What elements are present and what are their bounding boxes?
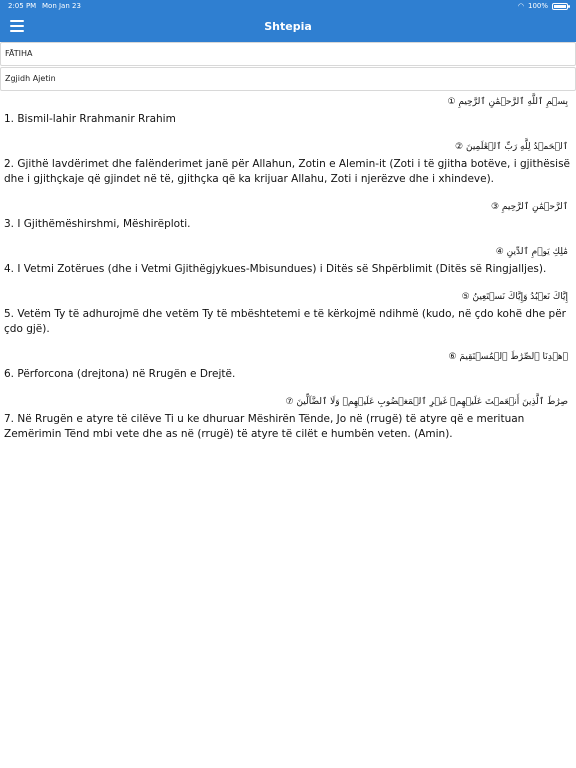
battery-fill <box>554 5 566 8</box>
verse-item <box>4 242 572 277</box>
verse-arabic: ٱلۡحَمۡدُ لِلَّهِ رَبِّ ٱلۡعَٰلَمِينَ ② <box>455 142 568 152</box>
verse-translation: 5. Vetëm Ty të adhurojmë dhe vetëm Ty të mbështetemi e të kërkojmë ndihmë (kudo, në çdo kohë dhe për çdo gjë). <box>4 308 566 335</box>
verse-item <box>4 137 572 187</box>
battery-icon <box>552 3 568 10</box>
verse-item <box>4 392 572 442</box>
verse-arabic: ٱهۡدِنَا ٱلصِّرَٰطَ ٱلۡمُسۡتَقِيمَ ⑥ <box>448 352 568 362</box>
surah-selector[interactable]: FĀTIHA <box>0 42 576 66</box>
verse-arabic: بِسۡمِ ٱللَّهِ ٱلرَّحۡمَٰنِ ٱلرَّحِيمِ ① <box>447 97 568 107</box>
verse-translation: 1. Bismil-lahir Rrahmanir Rrahim <box>4 113 176 125</box>
status-date: Mon Jan 23 <box>42 2 81 10</box>
nav-bar <box>0 12 576 42</box>
verse-translation: 7. Në Rrugën e atyre të cilëve Ti u ke dhuruar Mëshirën Tënde, Jo në (rrugë) të atyre që e merituan Zemërimin Tënd mbi vete dhe as në (rrugë) të atyre të cilët e humbën veten. (Amin). <box>4 413 525 440</box>
verse-translation: 6. Përforcona (drejtona) në Rrugën e Drejtë. <box>4 368 236 380</box>
verse-item <box>4 197 572 232</box>
verse-translation: 2. Gjithë lavdërimet dhe falënderimet janë për Allahun, Zotin e Alemin-it (Zoti i të gjitha botëve, i gjithësisë dhe i gjithçkaje që gjindet në të, gjithçka që ka krijuar Allahu, Zoti i njerëzve dhe i xhindeve). <box>4 158 571 185</box>
ayah-selector[interactable]: Zgjidh Ajetin <box>0 67 576 91</box>
verse-arabic: ٱلرَّحۡمَٰنِ ٱلرَّحِيمِ ③ <box>490 202 568 212</box>
verse-arabic: إِيَّاكَ نَعۡبُدُ وَإِيَّاكَ نَسۡتَعِينُ ⑤ <box>461 292 568 302</box>
verse-item <box>4 347 572 382</box>
status-right <box>518 0 568 12</box>
verse-arabic: صِرَٰطَ ٱلَّذِينَ أَنۡعَمۡتَ عَلَيۡهِمۡ غَيۡرِ ٱلۡمَغۡضُوبِ عَلَيۡهِمۡ وَلَا ٱلضَّآلِّينَ ⑦ <box>285 397 568 407</box>
battery-percent: 100% <box>527 2 548 10</box>
verse-arabic: مَٰلِكِ يَوۡمِ ٱلدِّينِ ④ <box>495 247 568 257</box>
verse-item <box>4 287 572 337</box>
verse-item <box>4 92 572 127</box>
verses-list <box>0 92 576 452</box>
verse-translation: 3. I Gjithëmëshirshmi, Mëshirëploti. <box>4 218 191 230</box>
status-time: 2:05 PM <box>8 2 37 10</box>
wifi-icon: ◠ <box>517 2 524 10</box>
verse-translation: 4. I Vetmi Zotërues (dhe i Vetmi Gjithëgjykues-Mbisundues) i Ditës së Shpërblimit (Ditës së Ringjalljes). <box>4 263 547 275</box>
page-title: Shtepia <box>264 20 312 33</box>
status-bar <box>0 0 576 12</box>
